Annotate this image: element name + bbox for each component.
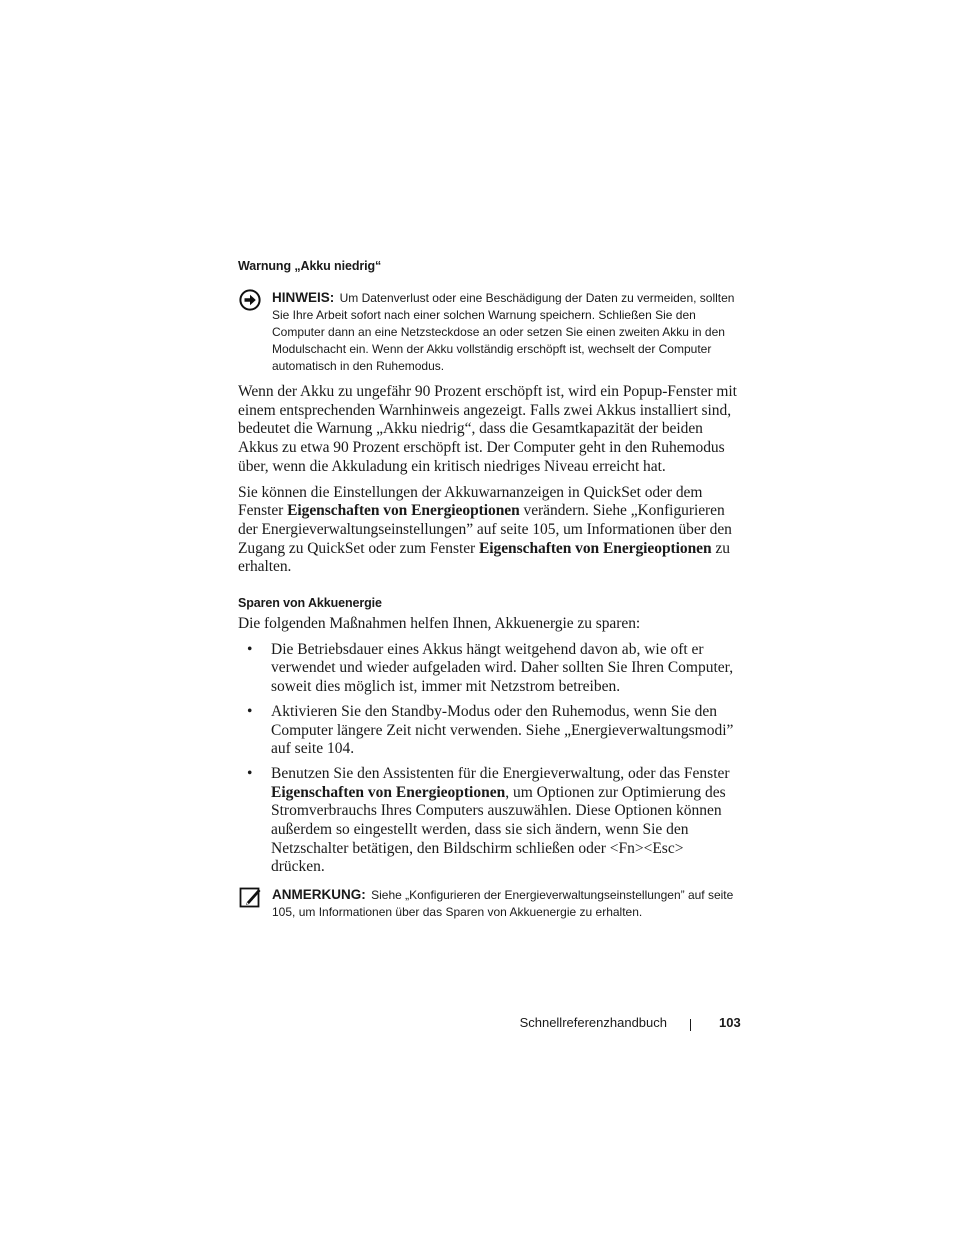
paragraph-low-battery-warning: Wenn der Akku zu ungefähr 90 Prozent erschöpft ist, wird ein Popup-Fenster mit einem entsprechenden Warnhinweis angezeigt. Falls zwei Akkus installiert sind, bedeutet die Warnung „Akku niedrig“, dass die Gesamtkapazität der beiden Akkus zu etwa 90 Prozent erschöpft ist. Der Computer geht in den Ruhemodus über, wenn die Akkuladung ein kritisch niedriges Niveau erreicht hat.	[238, 383, 737, 475]
paragraph-warning-settings: Sie können die Einstellungen der Akkuwarnanzeigen in QuickSet oder dem Fenster Eigenschaften von Energieoptionen verändern. Siehe „Konfigurieren der Energieverwaltungseinstellungen” auf seite 105, um Informationen über den Zugang zu QuickSet oder zum Fenster Eigenschaften von Energieoptionen zu erhalten.	[238, 483, 732, 576]
section-heading-low-battery: Warnung „Akku niedrig“	[238, 259, 382, 273]
list-item: • Benutzen Sie den Assistenten für die Energieverwaltung, oder das Fenster Eigenschaften von Energieoptionen, um Optionen zur Optimierung des Stromverbrauchs Ihres Computers auszuwählen. Diese Optionen können außerdem so eingestellt werden, dass sie sich ändern, wenn Sie den Netzschalter betätigen, den Bildschirm schließen oder <Fn><Esc> drücken.	[247, 764, 730, 876]
bullet-glyph: •	[247, 640, 253, 658]
note-text: Siehe „Konfigurieren der Energieverwaltungseinstellungen” auf seite 105, um Informationen über das Sparen von Akkuenergie zu erhalten.	[272, 888, 734, 920]
footer-title: Schnellreferenzhandbuch	[519, 1015, 667, 1030]
bullet-glyph: •	[247, 702, 253, 720]
power-options-link-text-2: Eigenschaften von Energieoptionen	[478, 539, 712, 557]
page-footer	[0, 1015, 954, 1035]
list-item: • Aktivieren Sie den Standby-Modus oder den Ruhemodus, wenn Sie den Computer längere Zeit nicht verwenden. Siehe „Energieverwaltungsmodi” auf seite 104.	[247, 702, 734, 758]
paragraph-save-energy-intro: Die folgenden Maßnahmen helfen Ihnen, Akkuenergie zu sparen:	[238, 615, 641, 633]
notice-arrow-icon	[239, 289, 261, 311]
page-content	[238, 259, 738, 921]
list-item: • Die Betriebsdauer eines Akkus hängt weitgehend davon ab, wie oft er verwendet und wieder aufgeladen wird. Daher sollten Sie Ihren Computer, soweit dies möglich ist, immer mit Netzstrom betreiben.	[247, 640, 734, 696]
page-number: 103	[719, 1015, 741, 1030]
bullet-glyph: •	[247, 764, 253, 782]
notice-label: HINWEIS:	[272, 290, 335, 305]
section-heading-save-energy: Sparen von Akkuenergie	[238, 596, 382, 611]
save-energy-list	[238, 641, 738, 877]
footer-separator	[690, 1019, 691, 1031]
note-label: ANMERKUNG:	[272, 887, 366, 903]
notice-box	[238, 289, 738, 375]
notice-text: Um Datenverlust oder eine Beschädigung der Daten zu vermeiden, sollten Sie Ihre Arbeit sofort nach einer solchen Warnung speichern. Schließen Sie den Computer dann an eine Netzsteckdose an oder setzen Sie einen zweiten Akku in den Modulschacht ein. Wenn der Akku vollständig erschöpft ist, wechselt der Computer automatisch in den Ruhemodus.	[272, 291, 735, 373]
pencil-note-icon	[239, 886, 261, 908]
note-box	[238, 886, 738, 921]
power-options-link-text-3: Eigenschaften von Energieoptionen	[271, 783, 506, 801]
power-options-link-text: Eigenschaften von Energieoptionen	[287, 502, 520, 520]
